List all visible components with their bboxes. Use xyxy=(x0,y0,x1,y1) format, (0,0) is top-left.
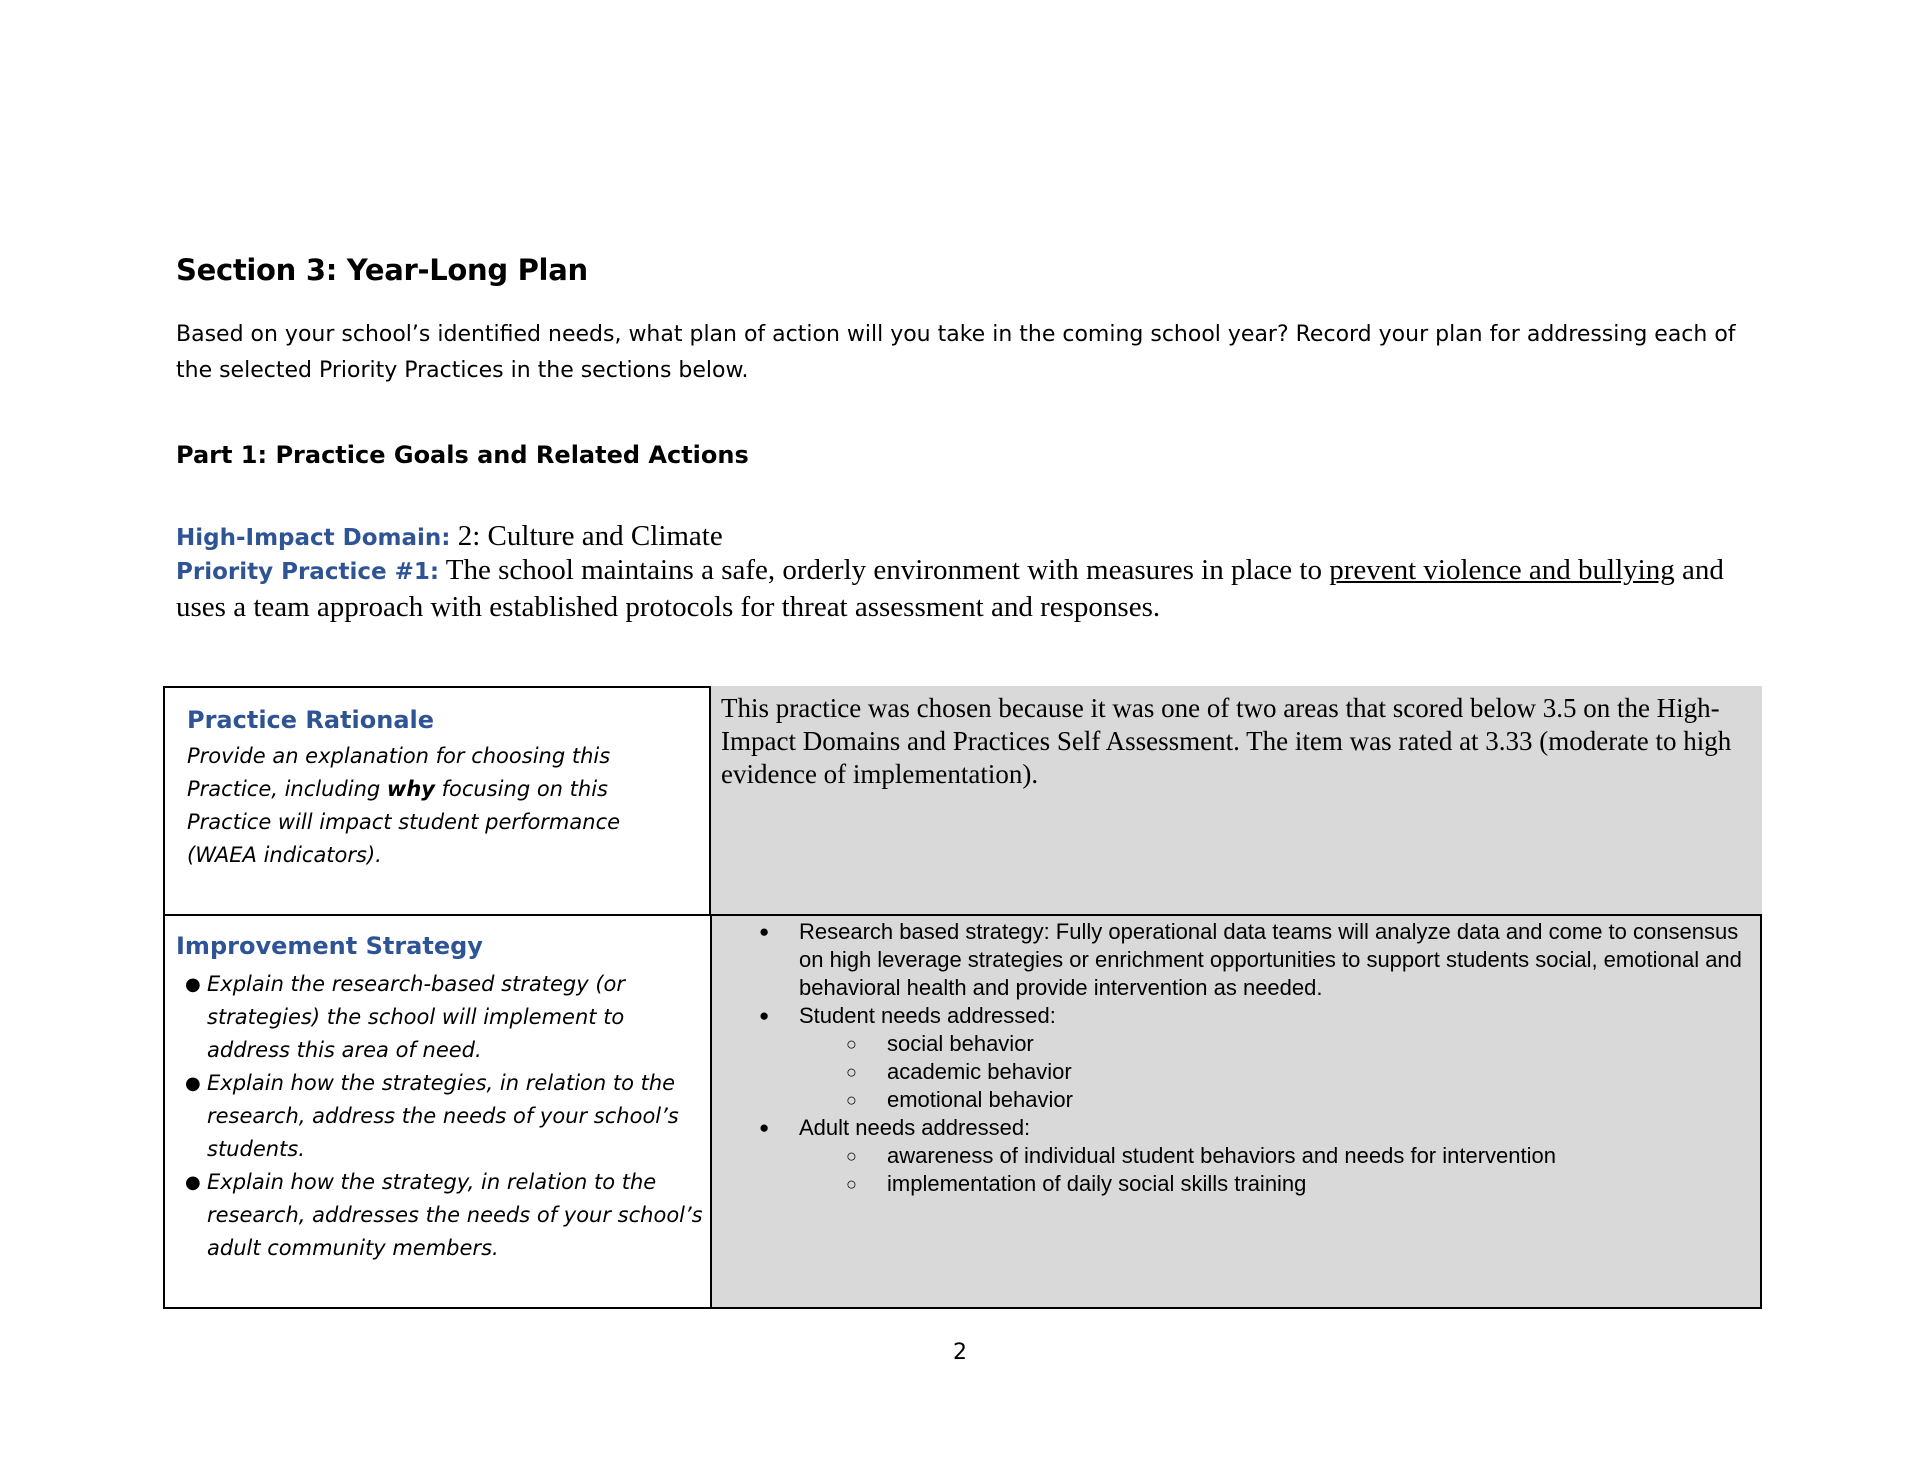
domain-value: 2: Culture and Climate xyxy=(450,520,723,552)
priority-practice-label: Priority Practice #1: xyxy=(176,559,440,585)
adult-needs-label: ● Adult needs addressed: xyxy=(712,1114,1762,1142)
high-impact-domain-line xyxy=(176,518,1776,556)
page-number: 2 xyxy=(953,1340,967,1365)
rationale-response-cell[interactable] xyxy=(711,686,1762,915)
part-title: Part 1: Practice Goals and Related Actions xyxy=(176,441,749,469)
adult-need-item: ○ implementation of daily social skills training xyxy=(712,1170,1762,1198)
strategy-prompt-item: ● Explain how the strategy, in relation to the research, addresses the needs of your school’s adult community members. xyxy=(185,1166,705,1265)
rationale-desc-before: Provide an explanation for choosing this Practice, including xyxy=(187,744,611,801)
intro-paragraph: Based on your school’s identified needs, what plan of action will you take in the coming school year? Record your plan for addressing each of the selected Priority Practices in the sections below. xyxy=(176,322,1736,383)
rationale-response: This practice was chosen because it was one of two areas that scored below 3.5 on the High-Impact Domains and Practices Self Assessment. The item was rated at 3.33 (moderate to high evidence of implementation). xyxy=(721,693,1732,789)
strategy-response-cell[interactable] xyxy=(710,914,1762,1309)
rationale-desc-bold: why xyxy=(386,777,435,801)
priority-practice-line xyxy=(176,553,1736,625)
strategy-prompt-cell xyxy=(163,914,712,1309)
student-need-item: ○ emotional behavior xyxy=(712,1086,1762,1114)
rationale-heading: Practice Rationale xyxy=(187,706,435,734)
adult-need-item: ○ awareness of individual student behaviors and needs for intervention xyxy=(712,1142,1762,1170)
strategy-heading: Improvement Strategy xyxy=(176,932,483,960)
priority-practice-text-after: and uses a team approach with established protocols for threat assessment and responses. xyxy=(176,554,1724,623)
priority-practice-text-before: The school maintains a safe, orderly environment with measures in place to xyxy=(439,554,1330,586)
research-strategy-item: ● Research based strategy: Fully operational data teams will analyze data and come to consensus on high leverage strategies or enrichment opportunities to support students social, emotional and behavioral health and provide intervention as needed. xyxy=(712,918,1762,1002)
student-need-item: ○ social behavior xyxy=(712,1030,1762,1058)
rationale-desc-after: focusing on this Practice will impact student performance (WAEA indicators). xyxy=(187,777,621,867)
strategy-response xyxy=(712,916,1762,1198)
student-need-item: ○ academic behavior xyxy=(712,1058,1762,1086)
priority-practice-underlined: prevent violence and bullying xyxy=(1329,554,1675,586)
strategy-prompt-list xyxy=(185,968,705,1265)
domain-label: High-Impact Domain: xyxy=(176,525,451,551)
rationale-prompt-cell xyxy=(163,686,711,915)
rationale-description xyxy=(187,740,687,872)
strategy-prompt-item: ● Explain how the strategies, in relation to the research, address the needs of your school’s students. xyxy=(185,1067,705,1166)
section-title: Section 3: Year-Long Plan xyxy=(176,253,588,287)
strategy-prompt-item: ● Explain the research-based strategy (or strategies) the school will implement to address this area of need. xyxy=(185,968,705,1067)
student-needs-label: ● Student needs addressed: xyxy=(712,1002,1762,1030)
